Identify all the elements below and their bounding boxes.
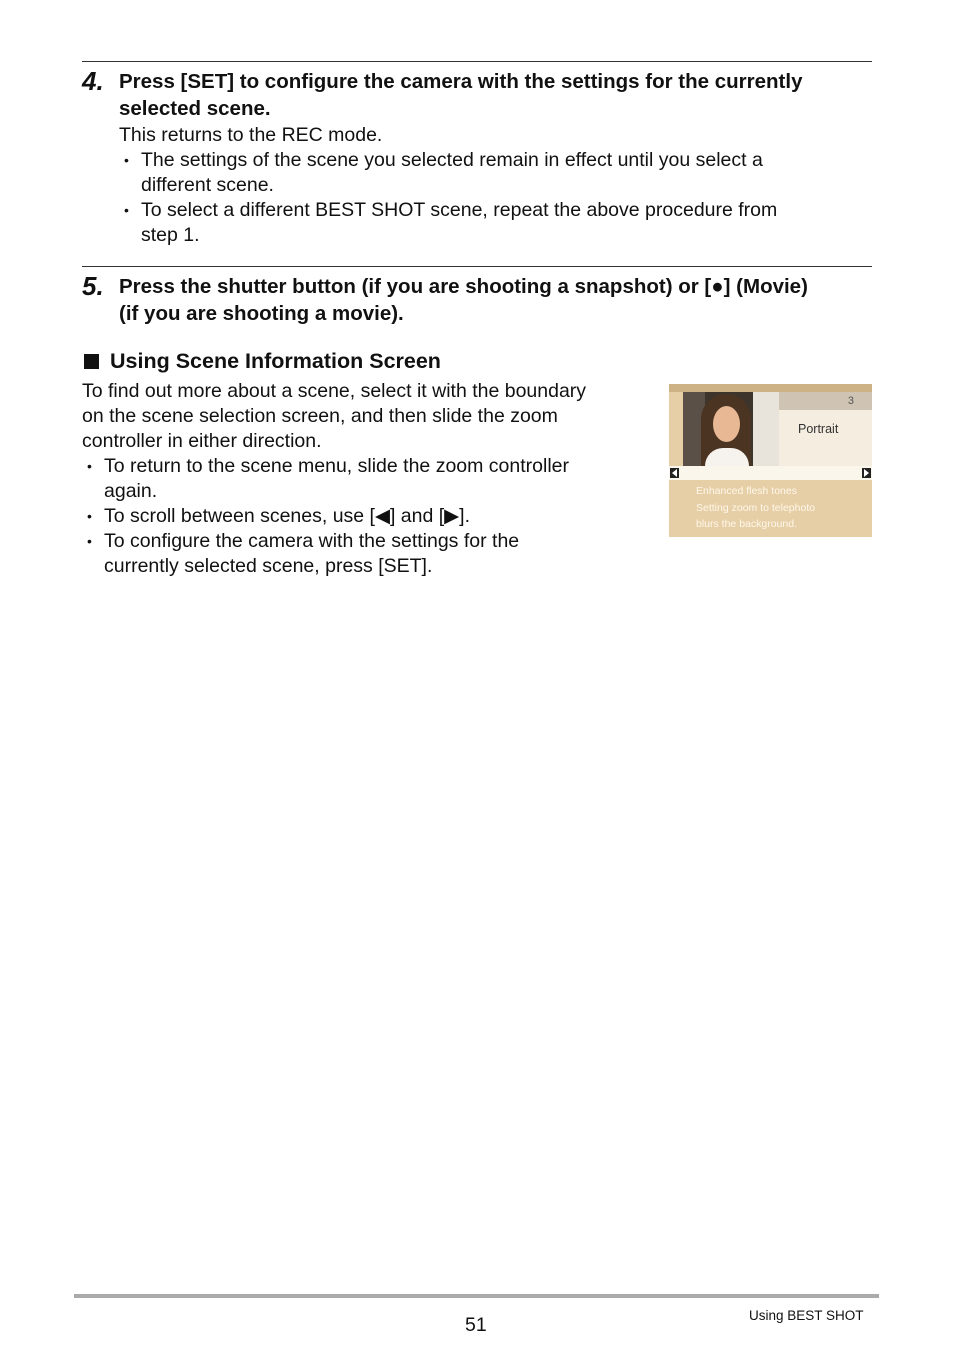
- list-item: • To select a different BEST SHOT scene, repeat the above procedure from step 1.: [119, 198, 859, 248]
- left-arrow-icon: [670, 468, 679, 478]
- scene-name: Portrait: [798, 422, 839, 436]
- step4-title-line2: selected scene.: [119, 97, 271, 120]
- section-heading: [84, 347, 441, 375]
- section-heading-text: Using Scene Information Screen: [110, 349, 441, 373]
- step4-intro: This returns to the REC mode.: [119, 124, 383, 146]
- section-intro: To find out more about a scene, select it with the boundary on the scene selection screen, and then slide the zoom controller in either direction.: [82, 380, 587, 452]
- step5-title-line1: Press the shutter button (if you are shooting a snapshot) or [●] (Movie): [119, 275, 808, 298]
- list-item: • To return to the scene menu, slide the zoom controller again.: [82, 454, 652, 504]
- chapter-label: Using BEST SHOT: [749, 1308, 864, 1323]
- right-arrow-icon: [862, 468, 871, 478]
- list-item: • The settings of the scene you selected remain in effect until you select a different scene.: [119, 148, 859, 198]
- scene-description: Enhanced flesh tones Setting zoom to telephoto blurs the background.: [696, 485, 816, 530]
- footer-rule: [74, 1294, 879, 1298]
- step5-title-line2: (if you are shooting a movie).: [119, 302, 404, 325]
- scene-info-panel-header: [779, 392, 872, 410]
- step4-bullet-list: [119, 148, 859, 248]
- section-bullet-list: [82, 454, 652, 579]
- step4-number: 4.: [82, 66, 104, 96]
- screen-top-band: [669, 384, 872, 392]
- list-item: • To scroll between scenes, use [◀] and [▶].: [82, 504, 652, 529]
- scene-number: 3: [847, 395, 854, 407]
- list-item: • To configure the camera with the settings for the currently selected scene, press [SET].: [82, 529, 652, 579]
- page-number: 51: [465, 1314, 487, 1336]
- scene-info-screen-image: [669, 384, 872, 537]
- step5-top-rule: [82, 266, 872, 267]
- step5-title: [119, 273, 879, 327]
- step4-top-rule: [82, 61, 872, 62]
- portrait-photo: [683, 392, 779, 466]
- square-bullet-icon: [84, 354, 99, 369]
- step5-number: 5.: [82, 271, 104, 301]
- step4-title-line1: Press [SET] to configure the camera with the settings for the currently: [119, 70, 803, 93]
- step4-title: [119, 68, 879, 122]
- scene-nav-bar: [669, 466, 872, 480]
